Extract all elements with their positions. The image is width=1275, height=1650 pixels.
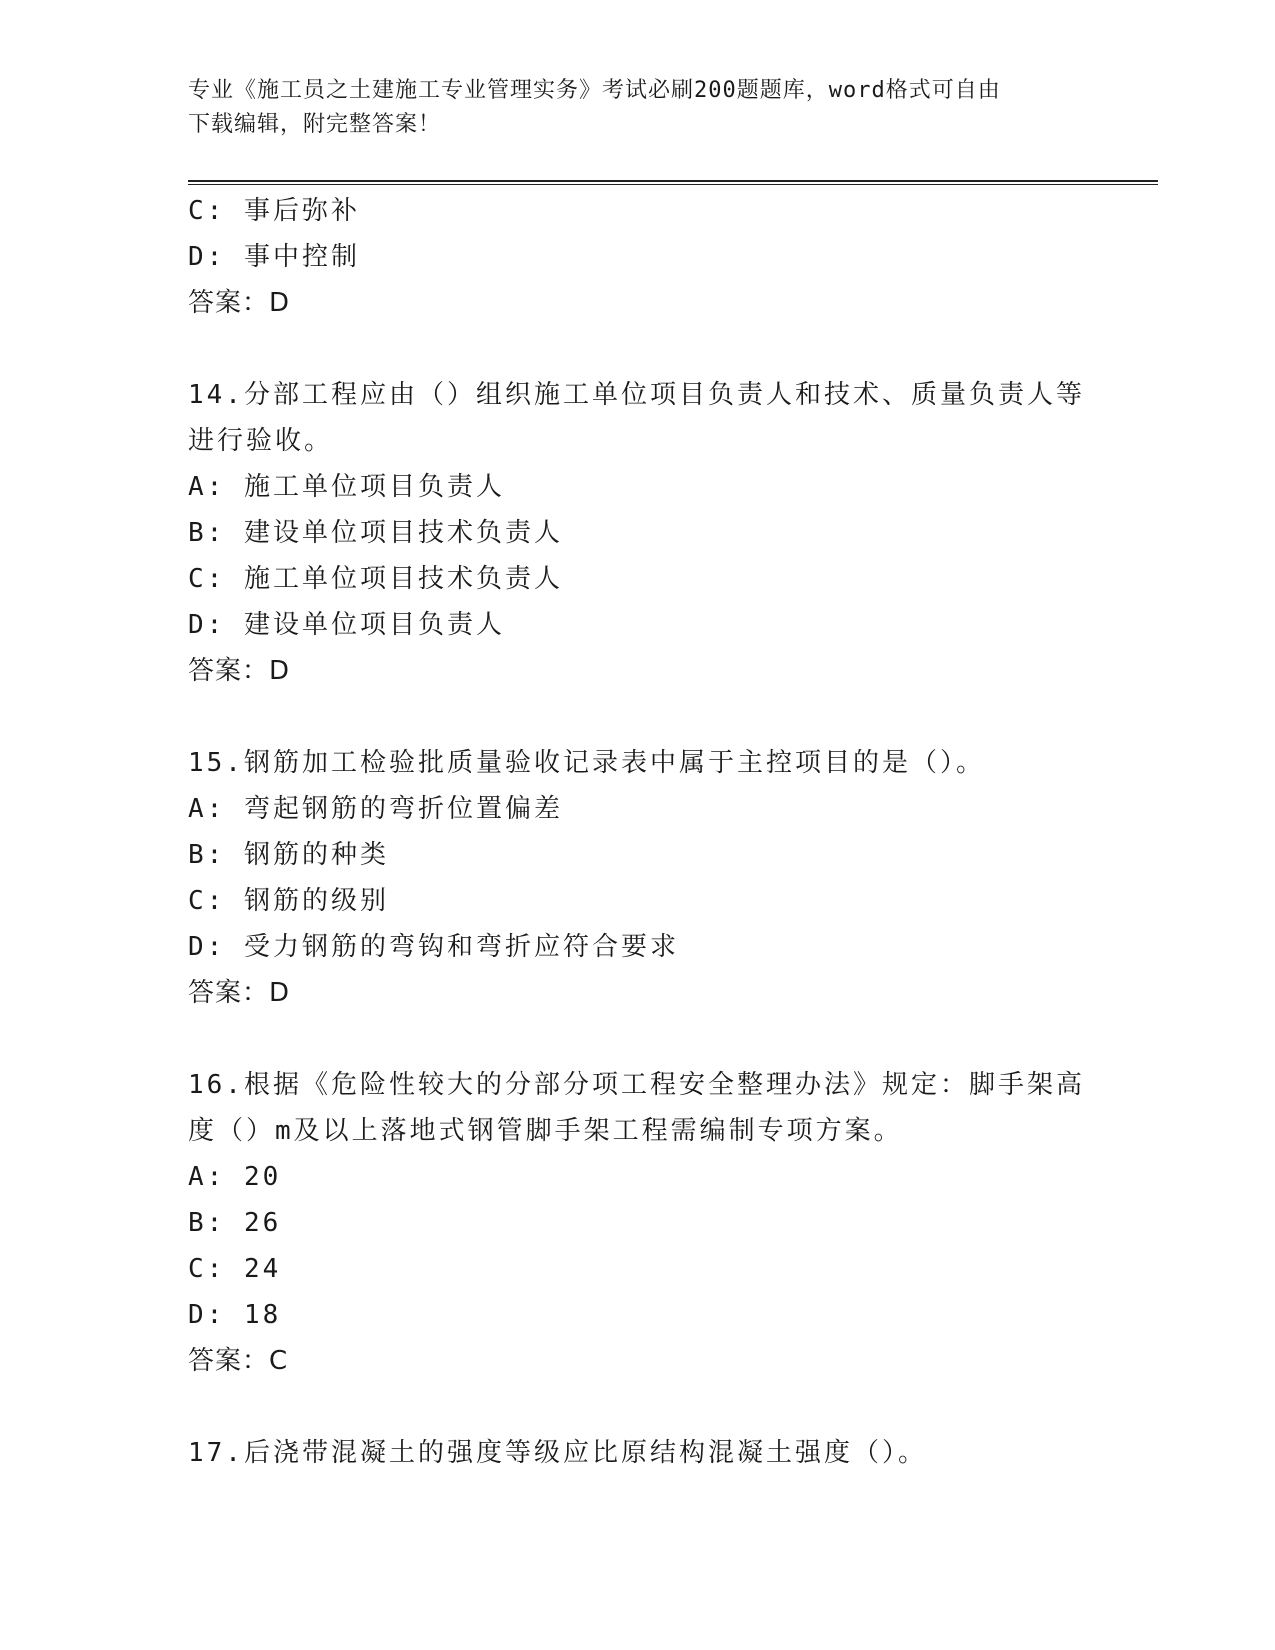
option-a: A: 20 xyxy=(188,1162,282,1192)
option-c: C: 钢筋的级别 xyxy=(188,886,389,916)
option-c: C: 事后弥补 xyxy=(188,196,360,226)
question-stem-cont: 度（）m及以上落地式钢管脚手架工程需编制专项方案。 xyxy=(188,1116,903,1146)
answer: 答案：D xyxy=(188,288,291,318)
option-c: C: 24 xyxy=(188,1254,282,1284)
answer: 答案：D xyxy=(188,656,291,686)
question-stem: 17.后浇带混凝土的强度等级应比原结构混凝土强度（）。 xyxy=(188,1438,927,1468)
question-stem: 16.根据《危险性较大的分部分项工程安全整理办法》规定：脚手架高 xyxy=(188,1070,1085,1100)
option-a: A: 施工单位项目负责人 xyxy=(188,472,505,502)
header-rule-thick xyxy=(188,180,1158,182)
answer: 答案：C xyxy=(188,1346,289,1376)
option-b: B: 26 xyxy=(188,1208,282,1238)
answer: 答案：D xyxy=(188,978,291,1008)
question-stem-cont: 进行验收。 xyxy=(188,426,334,456)
question-stem: 14.分部工程应由（）组织施工单位项目负责人和技术、质量负责人等 xyxy=(188,380,1085,410)
question-content xyxy=(188,188,1088,1476)
option-b: B: 钢筋的种类 xyxy=(188,840,389,870)
option-d: D: 受力钢筋的弯钩和弯折应符合要求 xyxy=(188,932,679,962)
header-rule-thin xyxy=(188,184,1158,185)
document-header xyxy=(188,74,1088,142)
option-c: C: 施工单位项目技术负责人 xyxy=(188,564,563,594)
option-d: D: 18 xyxy=(188,1300,282,1330)
question-stem: 15.钢筋加工检验批质量验收记录表中属于主控项目的是（）。 xyxy=(188,748,985,778)
option-d: D: 事中控制 xyxy=(188,242,360,272)
option-d: D: 建设单位项目负责人 xyxy=(188,610,505,640)
option-a: A: 弯起钢筋的弯折位置偏差 xyxy=(188,794,563,824)
header-line-2: 下载编辑，附完整答案！ xyxy=(188,112,442,137)
header-line-1: 专业《施工员之土建施工专业管理实务》考试必刷200题题库，word格式可自由 xyxy=(188,78,1001,103)
option-b: B: 建设单位项目技术负责人 xyxy=(188,518,563,548)
